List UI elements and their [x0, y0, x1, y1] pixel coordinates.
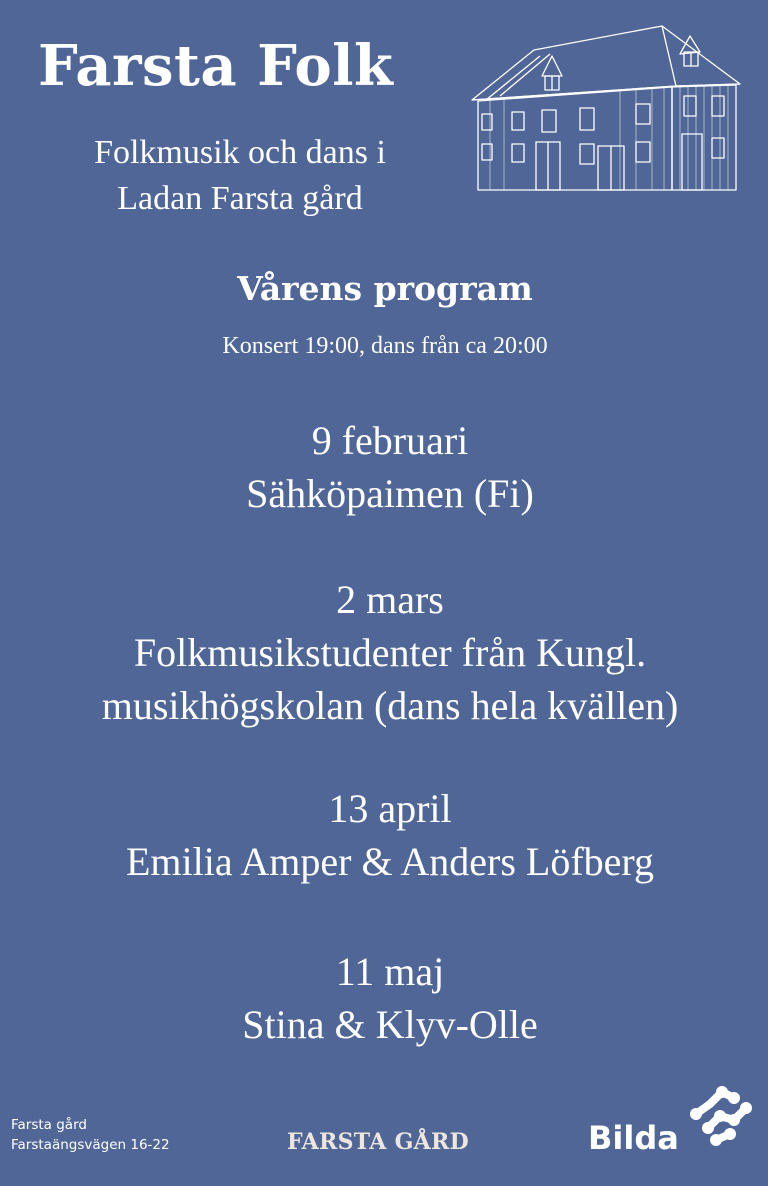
- event-date: 2 mars: [336, 577, 444, 622]
- bilda-logo-icon: [584, 1082, 756, 1162]
- venue-address: [11, 1115, 170, 1155]
- event-performer: Emilia Amper & Anders Löfberg: [125, 839, 655, 884]
- barn-drawing-icon: [470, 24, 744, 192]
- event-item: [0, 782, 768, 888]
- event-item: [0, 945, 768, 1051]
- event-date: 13 april: [328, 786, 452, 831]
- program-times-note: Konsert 19:00, dans från ca 20:00: [222, 333, 548, 359]
- bilda-logo-text: Bilda: [588, 1119, 679, 1157]
- event-performer-continued: musikhögskolan (dans hela kvällen): [101, 683, 679, 728]
- event-item: [0, 573, 768, 732]
- event-date: 9 februari: [311, 418, 469, 463]
- program-heading: Vårens program: [237, 269, 533, 308]
- farsta-gard-logo: FARSTA GÅRD: [287, 1129, 469, 1155]
- event-date: 11 maj: [335, 949, 445, 994]
- event-item: [0, 414, 768, 520]
- event-performer: Sähköpaimen (Fi): [246, 471, 534, 516]
- poster-title: Farsta Folk: [38, 33, 394, 99]
- event-performer: Folkmusikstudenter från Kungl.: [133, 630, 647, 675]
- poster-subtitle: [40, 130, 440, 222]
- event-performer: Stina & Klyv-Olle: [242, 1002, 538, 1047]
- venue-street: Farstaängsvägen 16-22: [11, 1137, 170, 1153]
- venue-name: Farsta gård: [11, 1117, 87, 1133]
- subtitle-line: Ladan Farsta gård: [117, 180, 363, 217]
- subtitle-line: Folkmusik och dans i: [94, 134, 386, 171]
